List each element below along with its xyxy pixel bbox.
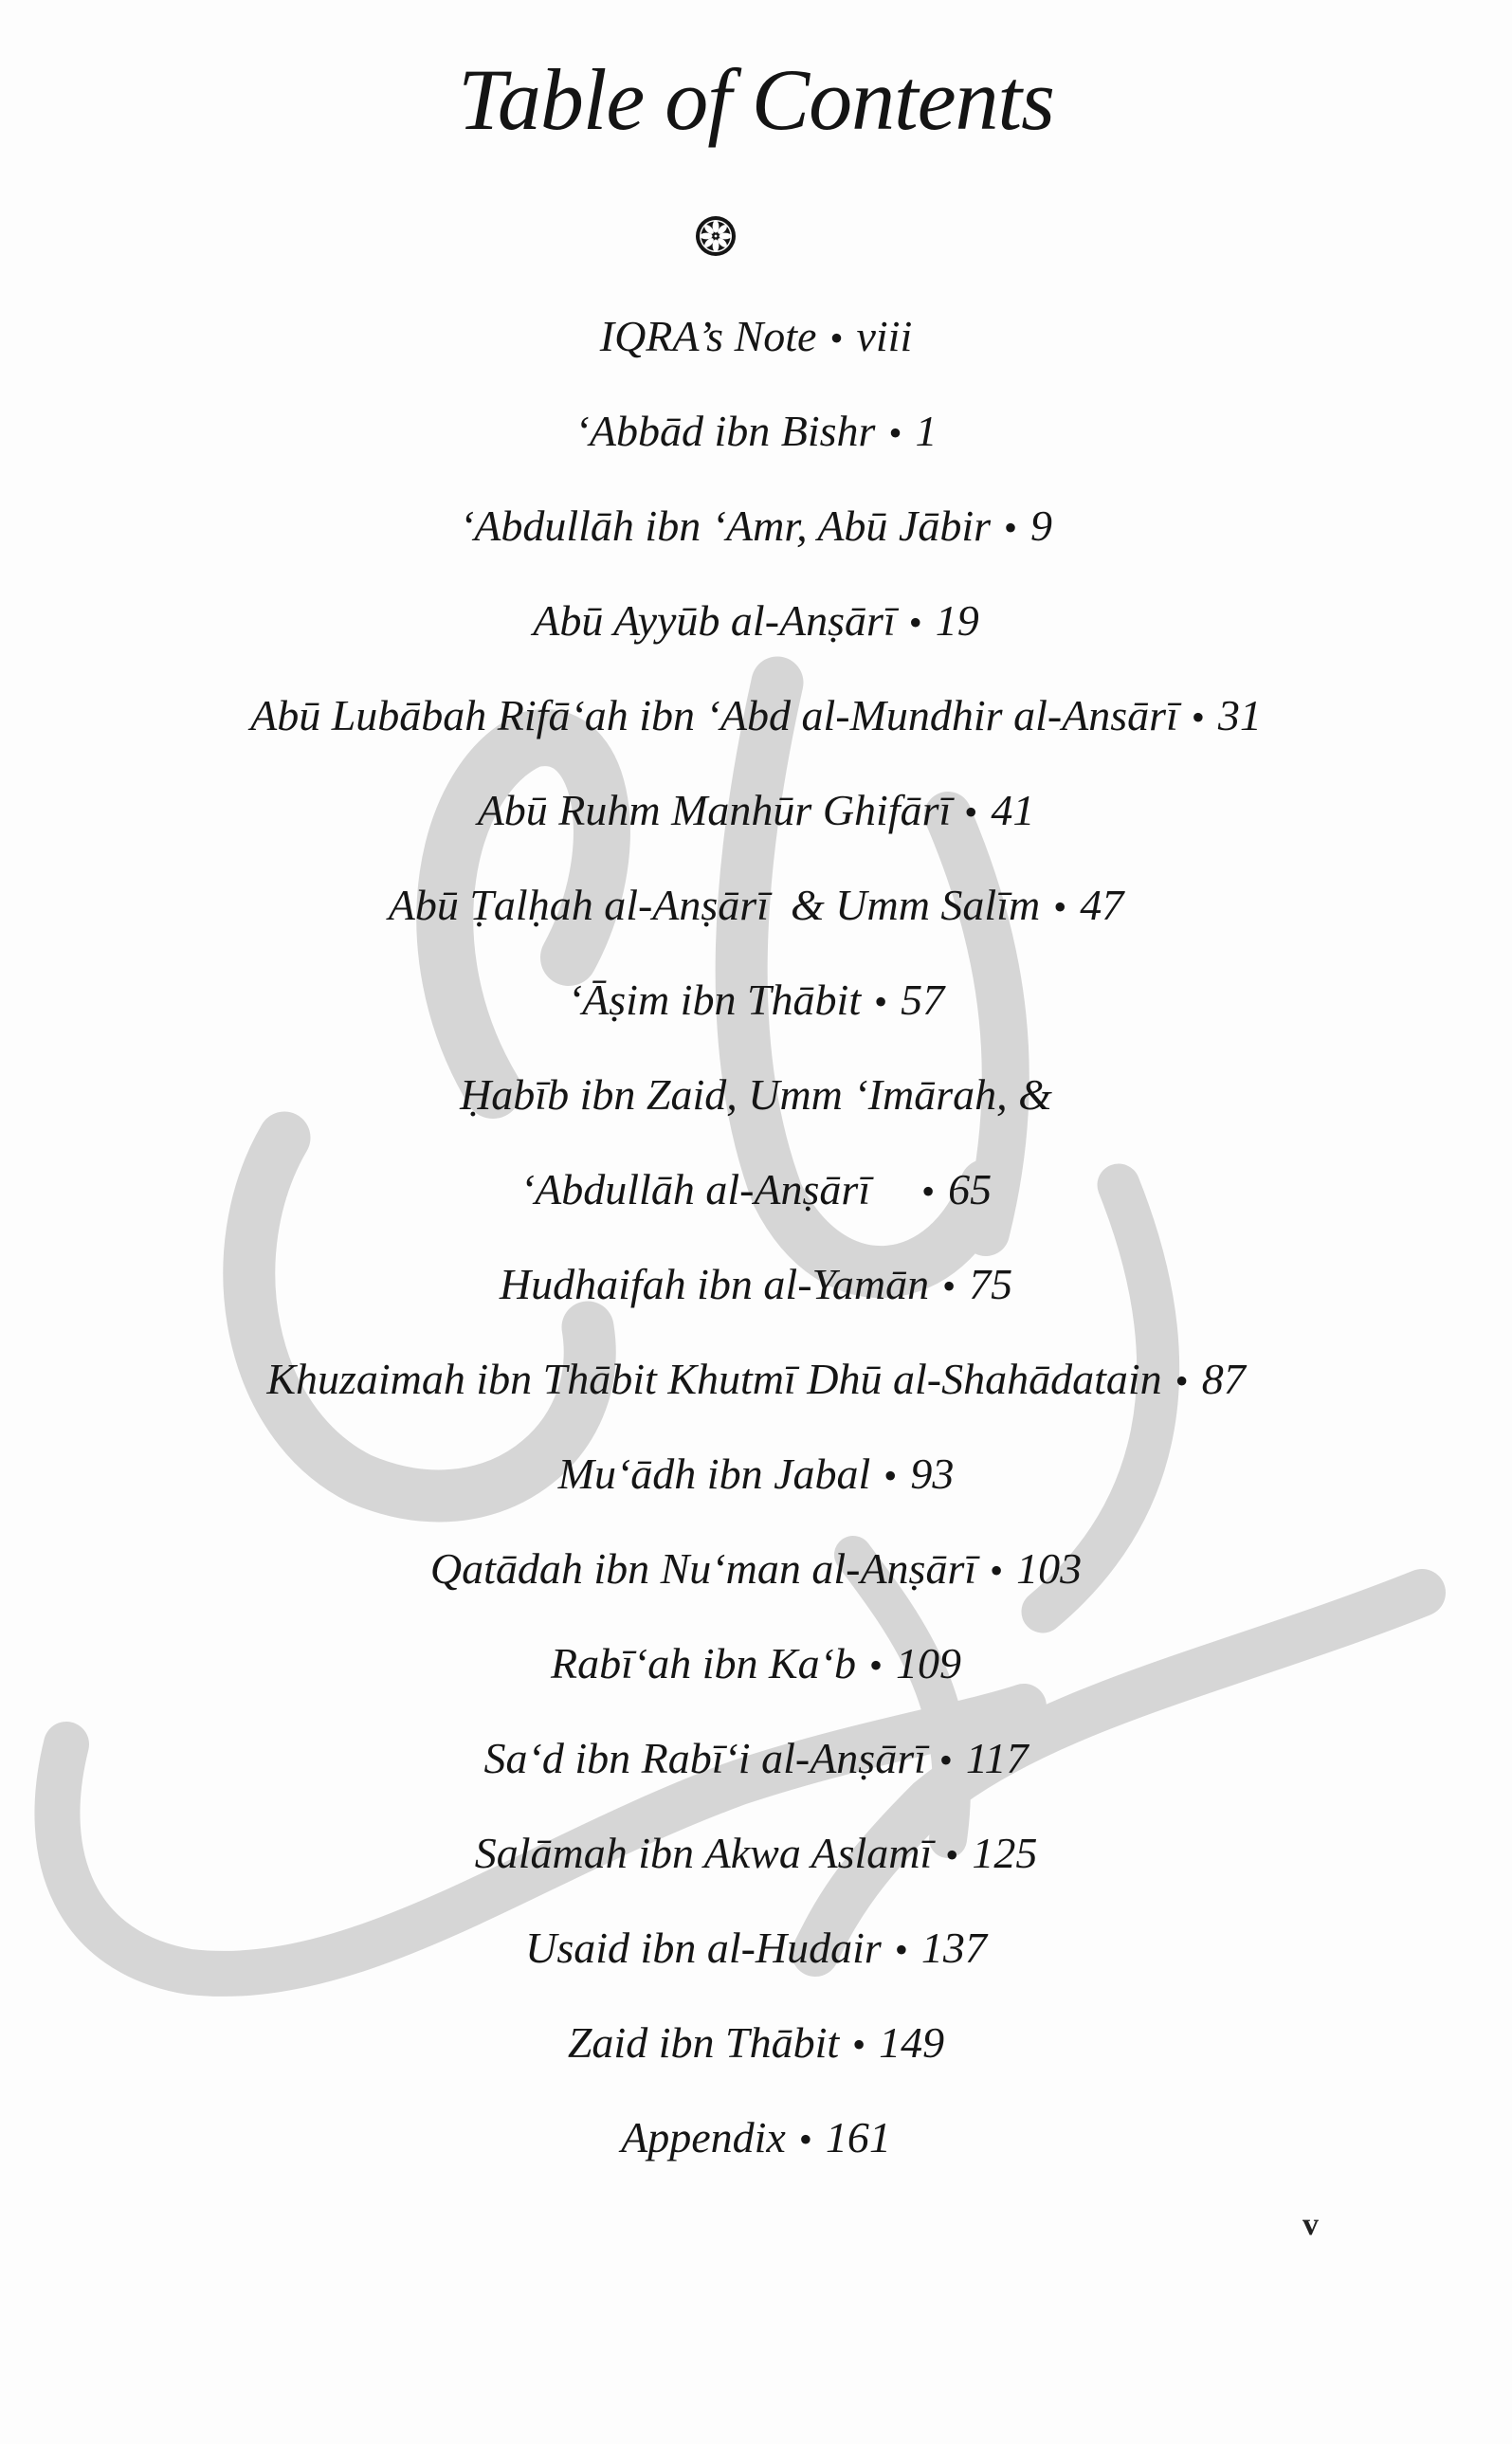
toc-entry-title: Khuzaimah ibn Thābit Khutmī Dhū al-Shahādatain — [266, 1355, 1162, 1403]
toc-entry-page: 41 — [991, 786, 1035, 834]
toc-entry-title: Abū Ruhm Manhūr Ghifārī — [477, 786, 952, 834]
toc-entry-page: 137 — [920, 1924, 987, 1972]
toc-entry-page: 75 — [969, 1260, 1013, 1308]
toc-entry[interactable] — [0, 301, 1512, 396]
bullet-separator: • — [1191, 696, 1205, 739]
toc-entry-page: 125 — [972, 1829, 1038, 1877]
toc-entry[interactable] — [0, 2103, 1512, 2198]
toc-entry-title: Hudhaifah ibn al-Yamān — [499, 1260, 930, 1308]
toc-entry[interactable] — [0, 586, 1512, 681]
bullet-separator: • — [1004, 506, 1018, 549]
toc-entry-title: Mu‘ādh ibn Jabal — [557, 1450, 871, 1498]
toc-entry-page: 65 — [948, 1165, 993, 1213]
bullet-separator: • — [829, 317, 844, 359]
bullet-separator: • — [894, 1928, 908, 1971]
toc-entry[interactable] — [0, 1344, 1512, 1439]
toc-entry[interactable] — [0, 1913, 1512, 2008]
toc-entry[interactable] — [0, 870, 1512, 965]
toc-entry-page: viii — [856, 312, 913, 360]
toc-entry-title: Ḥabīb ibn Zaid, Umm ‘Imārah, & — [460, 1070, 1052, 1119]
toc-entry[interactable] — [0, 1724, 1512, 1818]
toc-entry-title: Rabī‘ah ibn Ka‘b — [551, 1639, 856, 1687]
toc-entry-page: 1 — [915, 407, 938, 455]
toc-entry[interactable] — [0, 2008, 1512, 2103]
bullet-separator: • — [908, 601, 922, 644]
toc-entry-page: 149 — [879, 2018, 945, 2067]
toc-entry-page: 109 — [896, 1639, 961, 1687]
bullet-separator: • — [1053, 885, 1067, 928]
toc-entry-title: Qatādah ibn Nu‘man al-Anṣārī — [429, 1544, 977, 1593]
toc-entry-title: IQRA’s Note — [599, 312, 817, 360]
bullet-separator: • — [888, 411, 902, 454]
bullet-separator: • — [990, 1549, 1004, 1592]
bullet-separator: • — [884, 1454, 898, 1497]
bullet-separator: • — [964, 791, 978, 833]
toc-entry-title: Abū Ṭalḥah al-Anṣārī & Umm Salīm — [388, 881, 1041, 929]
toc-entry-title: Usaid ibn al-Hudair — [525, 1924, 882, 1972]
toc-entry-continued[interactable] — [0, 1060, 1512, 1155]
toc-entry[interactable] — [0, 1155, 1512, 1249]
toc-entry-title: Salāmah ibn Akwa Aslamī — [474, 1829, 933, 1877]
toc-entry-page: 57 — [901, 976, 945, 1024]
toc-entry-page: 9 — [1030, 502, 1053, 550]
toc-entry-page: 93 — [910, 1450, 955, 1498]
toc-entry[interactable] — [0, 1249, 1512, 1344]
toc-entry-title: ‘Āṣim ibn Thābit — [567, 976, 862, 1024]
toc-entry[interactable] — [0, 965, 1512, 1060]
toc-entry-title: ‘Abdullāh al-Anṣārī — [519, 1165, 871, 1213]
bullet-separator: • — [921, 1170, 936, 1213]
toc-entry-title: Zaid ibn Thābit — [567, 2018, 840, 2067]
toc-entry-page: 31 — [1217, 691, 1262, 739]
toc-entry-page: 103 — [1016, 1544, 1083, 1593]
toc-entry[interactable] — [0, 1818, 1512, 1913]
toc-entry-title: Appendix — [621, 2113, 786, 2161]
toc-entry[interactable] — [0, 1629, 1512, 1724]
bullet-separator: • — [852, 2023, 866, 2066]
toc-entry-page: 161 — [825, 2113, 891, 2161]
toc-entry-title: ‘Abdullāh ibn ‘Amr, Abū Jābir — [459, 502, 992, 550]
toc-entry-title: Abū Ayyūb al-Anṣārī — [533, 596, 896, 645]
toc-entry[interactable] — [0, 775, 1512, 870]
toc-entry-page: 117 — [965, 1734, 1029, 1782]
bullet-separator: • — [1175, 1359, 1189, 1402]
page-title: Table of Contents — [458, 51, 1054, 148]
bullet-separator: • — [874, 980, 888, 1023]
toc-entry[interactable] — [0, 396, 1512, 491]
toc-entry-title: Sa‘d ibn Rabī‘i al-Anṣārī — [483, 1734, 926, 1782]
toc-entry[interactable] — [0, 1534, 1512, 1629]
toc-list — [0, 301, 1512, 2198]
bullet-separator: • — [798, 2118, 812, 2161]
toc-entry-page: 19 — [935, 596, 979, 645]
toc-entry[interactable] — [0, 681, 1512, 775]
toc-entry-title: ‘Abbād ibn Bishr — [574, 407, 876, 455]
toc-entry[interactable] — [0, 1439, 1512, 1534]
bullet-separator: • — [942, 1265, 956, 1307]
toc-entry-title: Abū Lubābah Rifā‘ah ibn ‘Abd al-Mundhir al-Ansārī — [250, 691, 1178, 739]
page-number: v — [1303, 2207, 1319, 2242]
toc-entry-page: 87 — [1201, 1355, 1246, 1403]
bullet-separator: • — [945, 1833, 959, 1876]
toc-entry[interactable] — [0, 491, 1512, 586]
rosette-ornament-icon — [694, 214, 738, 258]
bullet-separator: • — [868, 1644, 883, 1687]
bullet-separator: • — [938, 1739, 953, 1781]
toc-entry-page: 47 — [1080, 881, 1124, 929]
